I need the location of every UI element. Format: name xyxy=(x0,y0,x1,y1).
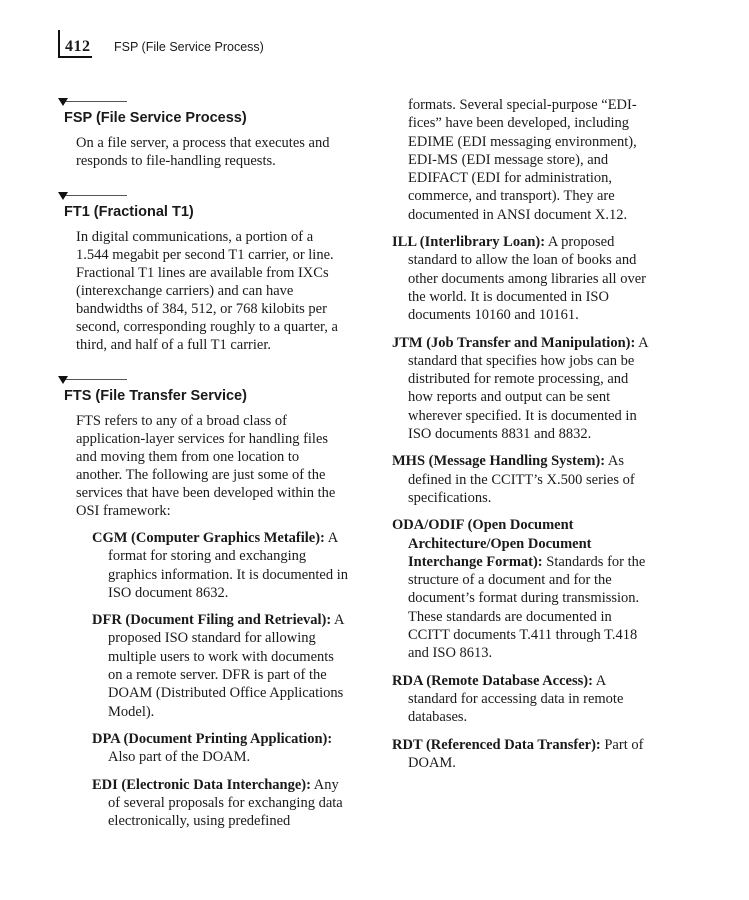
entry-heading xyxy=(58,190,348,220)
entry-ft1 xyxy=(58,190,348,354)
sub-entry-term: CGM (Computer Graphics Metafile): xyxy=(92,530,325,546)
sub-entry-text: A proposed ISO standard for allowing multiple users to work with documents on a remote server. DFR is part of the DOAM (Distributed Office Applications Model). xyxy=(108,612,344,720)
triangle-marker-icon xyxy=(58,376,68,384)
sub-entry-text: A proposed standard to allow the loan of books and other documents among libraries all over the world. It is documented in ISO documents 10160 and 10161. xyxy=(408,234,646,324)
sub-entry xyxy=(92,529,348,602)
entry-definition: On a file server, a process that executes and responds to file-handling requests. xyxy=(76,135,330,169)
entry-heading xyxy=(58,374,348,404)
entry-term: FSP (File Service Process) xyxy=(64,110,247,126)
sub-entry xyxy=(392,516,654,662)
right-column xyxy=(392,96,654,772)
entry-fsp xyxy=(58,96,348,170)
sub-entry-term: DFR (Document Filing and Retrieval): xyxy=(92,612,332,629)
sub-entry-text: A format for storing and exchanging graphics information. It is documented in ISO document 8632. xyxy=(108,530,349,601)
sub-entry-text: Standards for the structure of a document and for the document’s format during transmission. These standards are documented in CCITT documents T.411 through T.418 and ISO 8613. xyxy=(408,553,646,662)
sub-entry-text: Any of several proposals for exchanging data electronically, using predefined xyxy=(108,776,343,830)
sub-entry xyxy=(392,334,654,444)
sub-entry-term: JTM (Job Transfer and Manipulation): xyxy=(392,334,636,351)
sub-entry-text: As defined in the CCITT’s X.500 series of specifications. xyxy=(408,453,635,506)
sub-entry-term: ODA/ODIF (Open Document Architecture/Open Document Interchange Format): xyxy=(392,517,592,570)
page-number: 412 xyxy=(65,38,91,55)
entry-definition: In digital communications, a portion of a 1.544 megabit per second T1 carrier, or line. Fractional T1 lines are available from IXCs (interexchange carriers) and can have bandwidths of 384, 512, or 768 kilobits per second, corresponding roughly to a quarter, a third, and half of a full T1 carrier. xyxy=(76,229,338,353)
sub-entry-term: MHS (Message Handling System): xyxy=(392,453,606,470)
running-title: FSP (File Service Process) xyxy=(114,40,264,54)
sub-entry xyxy=(392,736,654,773)
sub-entry-text: A standard that specifies how jobs can be distributed for remote processing, and how reports and output can be sent wherever specified. It is documented in ISO documents 8831 and 8832. xyxy=(408,334,648,443)
sub-entry xyxy=(392,233,654,324)
sub-entry-term: RDA (Remote Database Access): xyxy=(392,672,593,689)
sub-entry-term: EDI (Electronic Data Interchange): xyxy=(92,776,311,793)
left-column xyxy=(58,96,348,830)
triangle-marker-icon xyxy=(58,98,68,106)
entry-term: FT1 (Fractional T1) xyxy=(64,204,194,220)
sub-entry-term: DPA (Document Printing Application): xyxy=(92,730,333,747)
header-rule xyxy=(58,30,60,58)
sub-entry-continuation: formats. Several special-purpose “EDI-fices” have been developed, including EDIME (EDI messaging environment), EDI-MS (EDI message store), and EDIFACT (EDI for administration, commerce, and transport). They are documented in ANSI document X.12. xyxy=(408,97,637,223)
heading-rule xyxy=(61,101,127,102)
entry-fts xyxy=(58,374,348,830)
header-rule xyxy=(58,56,92,58)
sub-entry xyxy=(92,611,348,721)
heading-rule xyxy=(61,379,127,380)
sub-entry xyxy=(392,672,654,727)
sub-entry xyxy=(92,730,348,767)
sub-entry-term: RDT (Referenced Data Transfer): xyxy=(392,736,601,753)
sub-entry-text: Part of DOAM. xyxy=(408,736,644,771)
sub-entry-term: ILL (Interlibrary Loan): xyxy=(392,234,546,251)
heading-rule xyxy=(61,195,127,196)
entry-heading xyxy=(58,96,348,126)
sub-entry xyxy=(392,452,654,507)
triangle-marker-icon xyxy=(58,192,68,200)
sub-entry xyxy=(92,776,348,831)
sub-entry-text: A standard for accessing data in remote databases. xyxy=(408,672,624,726)
entry-term: FTS (File Transfer Service) xyxy=(64,388,247,404)
entry-definition: FTS refers to any of a broad class of application-layer services for handling files and moving them from one location to another. The following are just some of the services that have been developed within the OSI framework: xyxy=(76,413,336,519)
sub-entry-text: Also part of the DOAM. xyxy=(108,749,251,766)
